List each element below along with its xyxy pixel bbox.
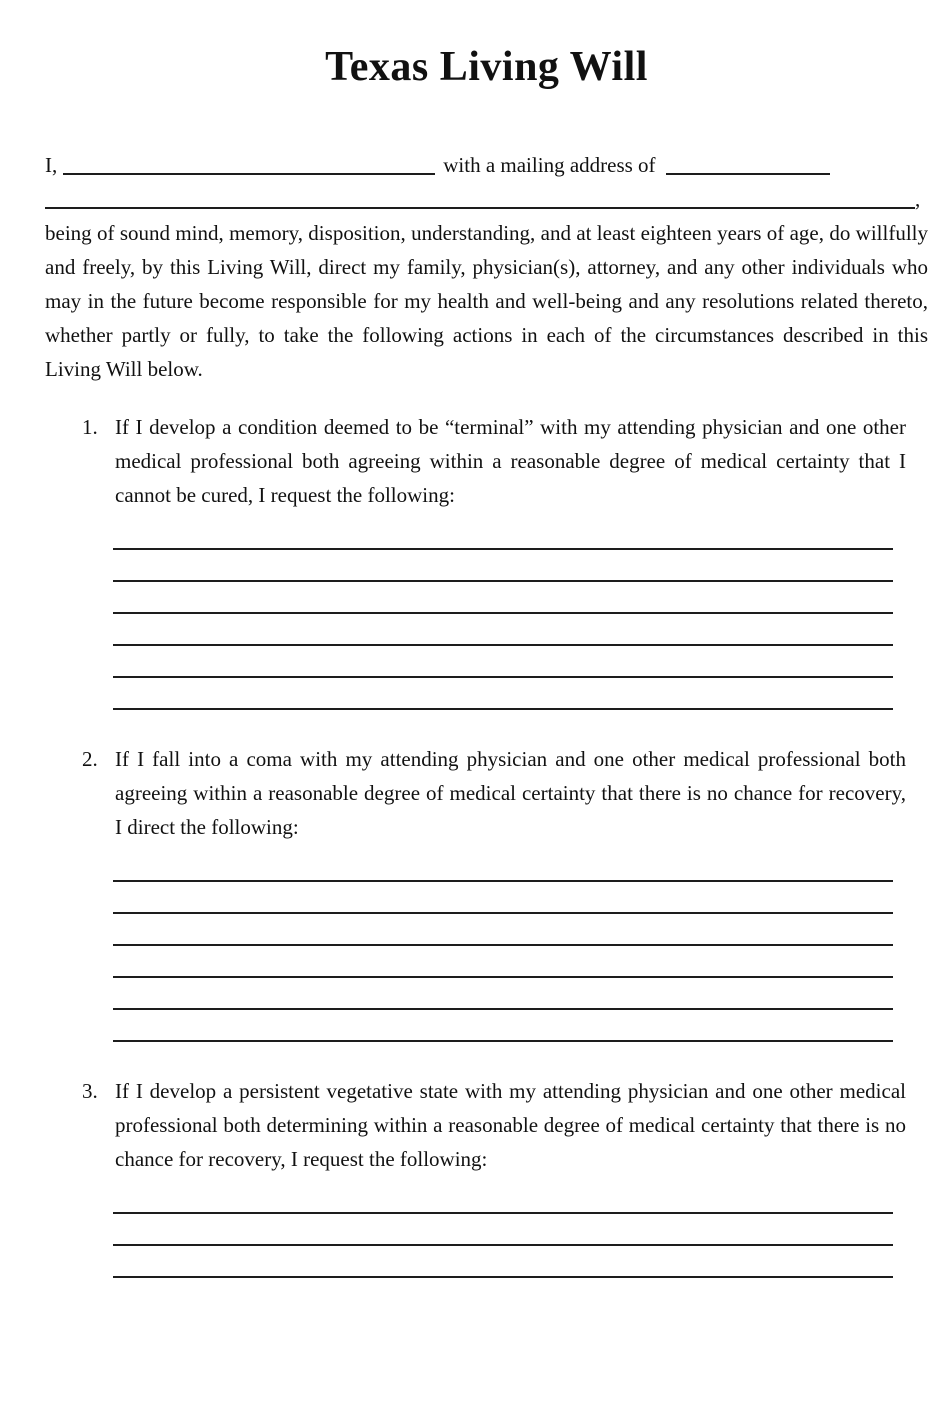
section-blanks bbox=[115, 850, 893, 1042]
ruled-blank-line[interactable] bbox=[113, 978, 893, 1010]
section-blanks bbox=[115, 1182, 893, 1278]
conditions-list bbox=[45, 410, 928, 1278]
ruled-blank-line[interactable] bbox=[113, 914, 893, 946]
ruled-blank-line[interactable] bbox=[113, 550, 893, 582]
section-text: If I develop a persistent vegetative state with my attending physician and one other medical professional both determining within a reasonable degree of medical certainty that there is no chance for recovery, I request the following: bbox=[115, 1079, 906, 1171]
intro-line-1 bbox=[45, 148, 928, 182]
mailing-address-blank-field-2[interactable] bbox=[45, 187, 915, 209]
mailing-address-label: with a mailing address of bbox=[443, 153, 656, 177]
ruled-blank-line[interactable] bbox=[113, 850, 893, 882]
section-text: If I develop a condition deemed to be “terminal” with my attending physician and one other medical professional both agreeing within a reasonable degree of medical certainty that I cannot be cured, I request the following: bbox=[115, 415, 906, 507]
ruled-blank-line[interactable] bbox=[113, 1182, 893, 1214]
ruled-blank-line[interactable] bbox=[113, 1010, 893, 1042]
document-title: Texas Living Will bbox=[325, 44, 648, 90]
condition-section bbox=[82, 742, 906, 1042]
ruled-blank-line[interactable] bbox=[113, 646, 893, 678]
section-blanks bbox=[115, 518, 893, 710]
ruled-blank-line[interactable] bbox=[113, 614, 893, 646]
declarant-name-blank-field[interactable] bbox=[63, 153, 435, 175]
intro-declaration-paragraph: being of sound mind, memory, disposition, understanding, and at least eighteen years of age, do willfully and freely, by this Living Will, direct my family, physician(s), attorney, and any other individuals who may in the future become responsible for my health and well-being and any resolutions related thereto, whether partly or fully, to take the following actions in each of the circumstances described in this Living Will below. bbox=[45, 221, 928, 381]
ruled-blank-line[interactable] bbox=[113, 1214, 893, 1246]
section-text: If I fall into a coma with my attending physician and one other medical professional both agreeing within a reasonable degree of medical certainty that there is no chance for recovery, I direct the following: bbox=[115, 747, 906, 839]
section-number: 1. bbox=[82, 415, 98, 439]
intro-line-2 bbox=[45, 182, 928, 216]
intro-line2-comma: , bbox=[915, 187, 921, 211]
condition-section bbox=[82, 1074, 906, 1278]
intro-prefix-label: I, bbox=[45, 153, 58, 177]
condition-section bbox=[82, 410, 906, 710]
ruled-blank-line[interactable] bbox=[113, 518, 893, 550]
ruled-blank-line[interactable] bbox=[113, 678, 893, 710]
section-number: 2. bbox=[82, 747, 98, 771]
section-number: 3. bbox=[82, 1079, 98, 1103]
ruled-blank-line[interactable] bbox=[113, 1246, 893, 1278]
ruled-blank-line[interactable] bbox=[113, 582, 893, 614]
ruled-blank-line[interactable] bbox=[113, 946, 893, 978]
ruled-blank-line[interactable] bbox=[113, 882, 893, 914]
mailing-address-blank-field-1[interactable] bbox=[666, 153, 830, 175]
